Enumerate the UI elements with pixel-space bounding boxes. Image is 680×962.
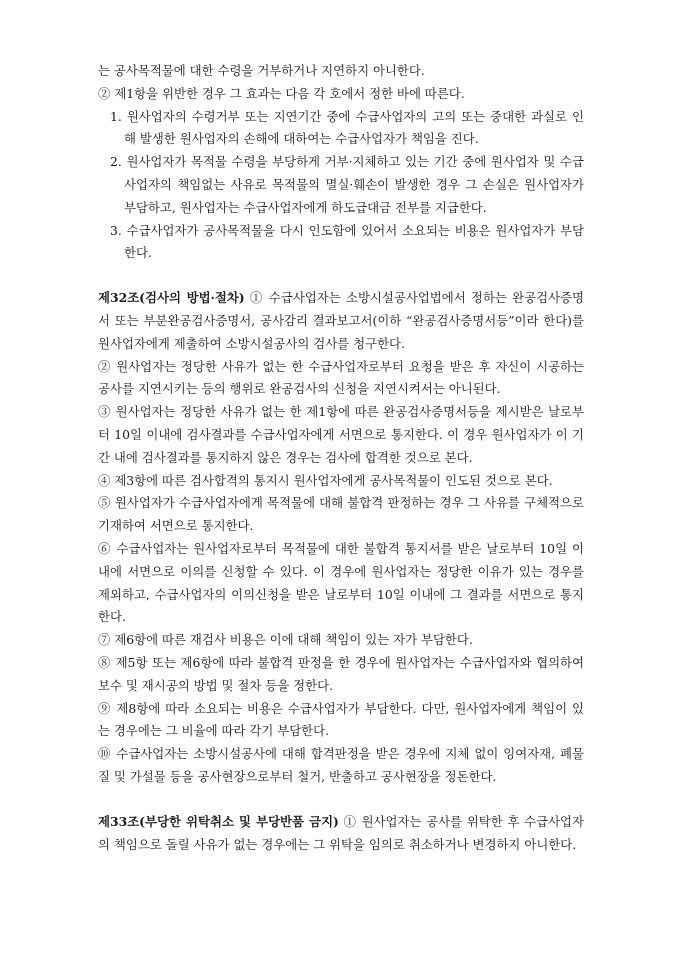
section-gap <box>98 789 584 811</box>
article-32-clause: ⑤ 원사업자가 수급사업자에게 목적물에 대해 불합격 판정하는 경우 그 사유를 구체적으로 기재하여 서면으로 통지한다. <box>98 495 584 534</box>
article-32-clause: ⑧ 제5항 또는 제6항에 따라 불합격 판정을 한 경우에 원사업자는 수급사업자와 협의하여 보수 및 재시공의 방법 및 절차 등을 정한다. <box>98 654 584 693</box>
article-32-clause: ③ 원사업자는 정당한 사유가 없는 한 제1항에 따른 완공검사증명서등을 제시받은 날로부터 10일 이내에 검사결과를 수급사업자에게 서면으로 통지한다. 이 경우 원사업자가 이 기간 내에 검사결과를 통지하지 않은 경우는 검사에 합격한 것으로 본다. <box>98 404 584 465</box>
intro-line: 는 공사목적물에 대한 수령을 거부하거나 지연하지 아니한다. <box>98 63 425 78</box>
list-item: 3. 수급사업자가 공사목적물을 다시 인도함에 있어서 소요되는 비용은 원사업자가 부담한다. <box>110 222 584 261</box>
article-33-clause-1: ① 원사업자는 공사를 위탁한 후 수급사업자의 책임으로 돌릴 사유가 없는 경우에는 그 위탁을 임의로 취소하거나 변경하지 아니한다. <box>98 813 584 852</box>
document-body <box>98 60 584 856</box>
article-33-first-paragraph <box>98 811 584 857</box>
section-gap <box>98 265 584 287</box>
article-32-clause: ⑨ 제8항에 따라 소요되는 비용은 수급사업자가 부담한다. 다만, 원사업자에게 책임이 있는 경우에는 그 비율에 따라 각기 부담한다. <box>98 700 584 739</box>
article-32-clause: ④ 제3항에 따른 검사합격의 통지시 원사업자에게 공사목적물이 인도된 것으로 본다. <box>98 472 553 488</box>
article-32-clause: ⑥ 수급사업자는 원사업자로부터 목적물에 대한 불합격 통지서를 받은 날로부터 10일 이내에 서면으로 이의를 신청할 수 있다. 이 경우에 원사업자는 정당한 이유가 있는 경우를 제외하고, 수급사업자의 이의신청을 받은 날로부터 10일 이내에 그 결과를 서면으로 통지한다. <box>98 540 584 625</box>
article-33-title: 제33조(부당한 위탁취소 및 부당반품 금지) <box>98 813 339 829</box>
article-32-clause: ⑩ 수급사업자는 소방시설공사에 대해 합격판정을 받은 경우에 지체 없이 잉여자재, 폐물질 및 가설물 등을 공사현장으로부터 철거, 반출하고 공사현장을 정돈한다. <box>98 746 584 784</box>
article-32-clause: ⑦ 제6항에 따른 재검사 비용은 이에 대해 책임이 있는 자가 부담한다. <box>98 632 473 648</box>
article-32-clause: ② 원사업자는 정당한 사유가 없는 한 수급사업자로부터 요청을 받은 후 자신이 시공하는 공사를 지연시키는 등의 행위로 완공검사의 신청을 지연시켜서는 아니된다. <box>98 358 584 397</box>
list-item: 2. 원사업자가 목적물 수령을 부당하게 거부·지체하고 있는 기간 중에 원사업자 및 수급사업자의 책임없는 사유로 목적물의 멸실·훼손이 발생한 경우 그 손실은 원사업자가 부담하고, 원사업자는 수급사업자에게 하도급대금 전부를 지급한다. <box>110 154 584 215</box>
article-32-first-paragraph <box>98 287 584 355</box>
intro-line: ② 제1항을 위반한 경우 그 효과는 다음 각 호에서 정한 바에 따른다. <box>98 85 465 101</box>
list-item: 1. 원사업자의 수령거부 또는 지연기간 중에 수급사업자의 고의 또는 중대한 과실로 인해 발생한 원사업자의 손해에 대하여는 수급사업자가 책임을 진다. <box>110 108 584 147</box>
article-32-clause-1: ① 수급사업자는 소방시설공사업법에서 정하는 완공검사증명서 또는 부분완공검사증명서, 공사감리 결과보고서(이하 “완공검사증명서등”이라 한다)를 원사업자에게 제출하여 소방시설공사의 검사를 청구한다. <box>98 290 584 351</box>
article-32-title: 제32조(검사의 방법·절차) <box>98 290 245 306</box>
